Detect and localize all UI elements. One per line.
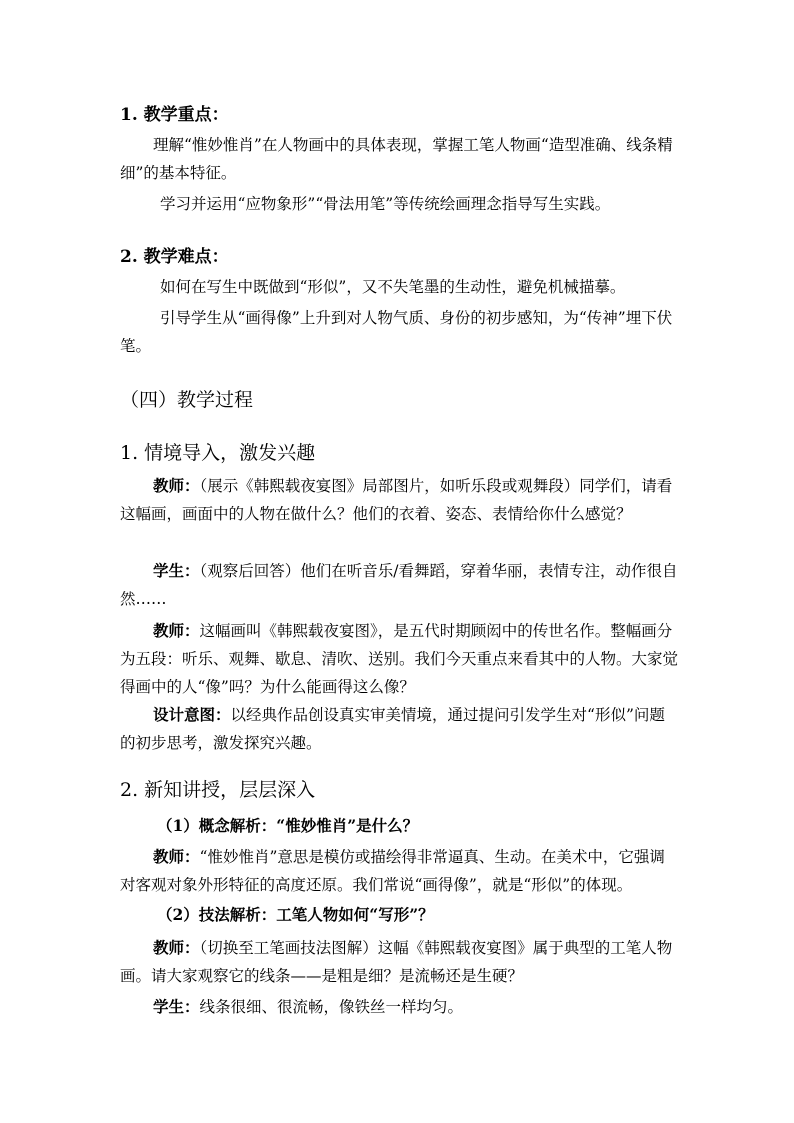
dialogue-student-2	[120, 993, 680, 1021]
dialogue-student-1	[120, 557, 680, 613]
sub2-heading: （2）技法解析：工笔人物如何“写形”？	[157, 905, 434, 924]
dialogue-text: “惟妙惟肖”意思是模仿或描绘得非常逼真、生动。在美术中，它强调对客观对象外形特征的高度还原。我们常说“画得像”，就是“形似”的体现。	[120, 848, 665, 894]
dialogue-text: 线条很细、很流畅，像铁丝一样均匀。	[199, 998, 464, 1016]
design-intent	[120, 701, 680, 757]
dialogue-text: 以经典作品创设真实审美情境，通过提问引发学生对“形似”问题的初步思考，激发探究兴趣。	[120, 706, 665, 752]
key-points-paragraph-1: 理解“惟妙惟肖”在人物画中的具体表现，掌握工笔人物画“造型准确、线条精细”的基本特征。	[120, 136, 673, 182]
difficulties-heading: 2. 教学难点：	[120, 247, 229, 267]
dialogue-text: （展示《韩熙载夜宴图》局部图片，如听乐段或观舞段）同学们，请看这幅画，画面中的人物在做什么？他们的衣着、姿态、表情给你什么感觉？	[120, 477, 673, 523]
dialogue-text: （切换至工笔画技法图解）这幅《韩熙载夜宴图》属于典型的工笔人物画。请大家观察它的线条——是粗是细？是流畅还是生硬？	[120, 939, 673, 985]
dialogue-text: 这幅画叫《韩熙载夜宴图》，是五代时期顾闳中的传世名作。整幅画分为五段：听乐、观舞、歇息、清吹、送别。我们今天重点来看其中的人物。大家觉得画中的人“像”吗？为什么能画得这么像？	[120, 622, 679, 696]
key-points-heading: 1. 教学重点：	[120, 105, 229, 125]
difficulties-paragraph-2: 引导学生从“画得像”上升到对人物气质、身份的初步感知，为“传神”埋下伏笔。	[120, 309, 673, 355]
speaker-label: 教师：	[153, 621, 200, 640]
dialogue-teacher-1	[120, 472, 680, 528]
speaker-label: 设计意图：	[153, 705, 231, 724]
dialogue-text: （观察后回答）他们在听音乐/看舞蹈，穿着华丽，表情专注，动作很自然……	[120, 562, 678, 608]
dialogue-teacher-3	[120, 843, 680, 899]
speaker-label: 学生：	[153, 561, 200, 580]
step1-heading: 1. 情境导入，激发兴趣	[120, 442, 316, 464]
dialogue-teacher-4	[120, 934, 680, 990]
difficulties-paragraph-1: 如何在写生中既做到“形似”，又不失笔墨的生动性，避免机械描摹。	[160, 278, 626, 296]
speaker-label: 教师：	[153, 476, 200, 495]
step2-heading: 2. 新知讲授，层层深入	[120, 779, 316, 801]
key-points-paragraph-2: 学习并运用“应物象形”“骨法用笔”等传统绘画理念指导写生实践。	[160, 195, 611, 213]
sub1-heading: （1）概念解析：“惟妙惟肖”是什么？	[157, 816, 419, 835]
speaker-label: 教师：	[153, 847, 200, 866]
speaker-label: 教师：	[153, 938, 200, 957]
dialogue-teacher-2	[120, 617, 680, 701]
process-heading: （四）教学过程	[120, 389, 254, 411]
speaker-label: 学生：	[153, 997, 200, 1016]
